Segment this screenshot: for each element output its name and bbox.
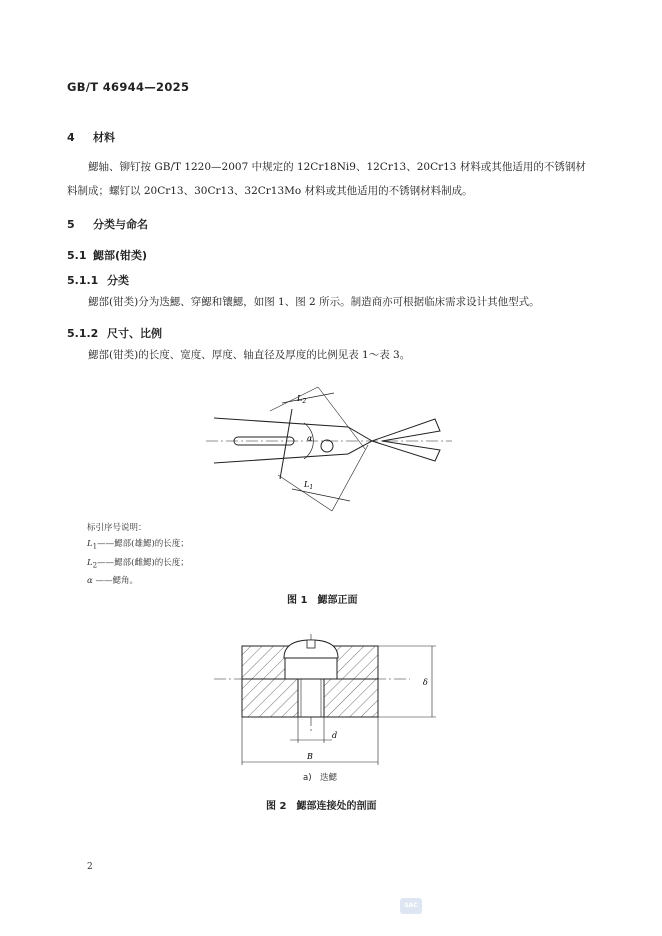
- label-alpha: α: [307, 434, 313, 443]
- sac-watermark-logo: SAC: [400, 898, 422, 914]
- section-number: 5: [67, 218, 75, 231]
- label-delta: δ: [423, 678, 428, 687]
- label-B: B: [307, 752, 313, 761]
- label-d: d: [332, 731, 338, 740]
- section-4-paragraph: 鰓轴、铆钉按 GB/T 1220—2007 中规定的 12Cr18Ni9、12Cr13、20Cr13 材料或其他适用的不锈钢材料制成；螺钉以 20Cr13、30Cr13、32Cr13Mo 材料或其他适用的不锈钢材料制成。: [67, 161, 586, 197]
- label-L2: $L_2$: [297, 394, 307, 405]
- figure-1-drawing: [200, 383, 460, 518]
- figure-2a-subcaption: a) 迭鰓: [303, 773, 338, 783]
- section-title: 尺寸、比例: [107, 327, 162, 340]
- section-number: 5.1.1: [67, 274, 99, 287]
- figure-1-legend: [87, 520, 189, 589]
- section-5-1-2-paragraph: 鰓部(钳类)的长度、宽度、厚度、轴直径及厚度的比例见表 1～表 3。: [88, 349, 411, 361]
- section-number: 4: [67, 131, 75, 144]
- section-5-1-heading: [67, 247, 147, 263]
- section-number: 5.1.2: [67, 327, 99, 340]
- figure-2-caption: 图 2 鰓部连接处的剖面: [266, 801, 377, 812]
- label-L1: $L_1$: [304, 480, 314, 491]
- legend-item: α ——鰓角。: [87, 576, 138, 587]
- standard-code: GB/T 46944—2025: [67, 80, 190, 94]
- legend-item: $L_2——$鰓部(雌鰓)的长度；: [87, 557, 189, 570]
- section-title: 分类: [107, 274, 129, 287]
- section-4-heading: [67, 129, 115, 145]
- section-5-heading: [67, 216, 148, 232]
- section-5-1-2-heading: [67, 325, 162, 341]
- section-title: 分类与命名: [93, 218, 148, 231]
- legend-item: $L_1——$鰓部(雄鰓)的长度；: [87, 539, 189, 551]
- section-5-1-1-paragraph: 鰓部(钳类)分为迭鰓、穿鰓和镶鰓，如图 1、图 2 所示。制造商亦可根据临床需求设计其他型式。: [88, 296, 540, 308]
- page-number: 2: [87, 862, 93, 872]
- section-number: 5.1: [67, 249, 87, 262]
- section-title: 材料: [93, 131, 115, 144]
- section-title: 鰓部(钳类): [93, 249, 148, 262]
- section-5-1-1-heading: [67, 272, 129, 288]
- figure-1-caption: 图 1 鰓部正面: [287, 595, 358, 606]
- legend-title: 标引序号说明：: [87, 523, 147, 533]
- figure-2-drawing: [210, 630, 446, 770]
